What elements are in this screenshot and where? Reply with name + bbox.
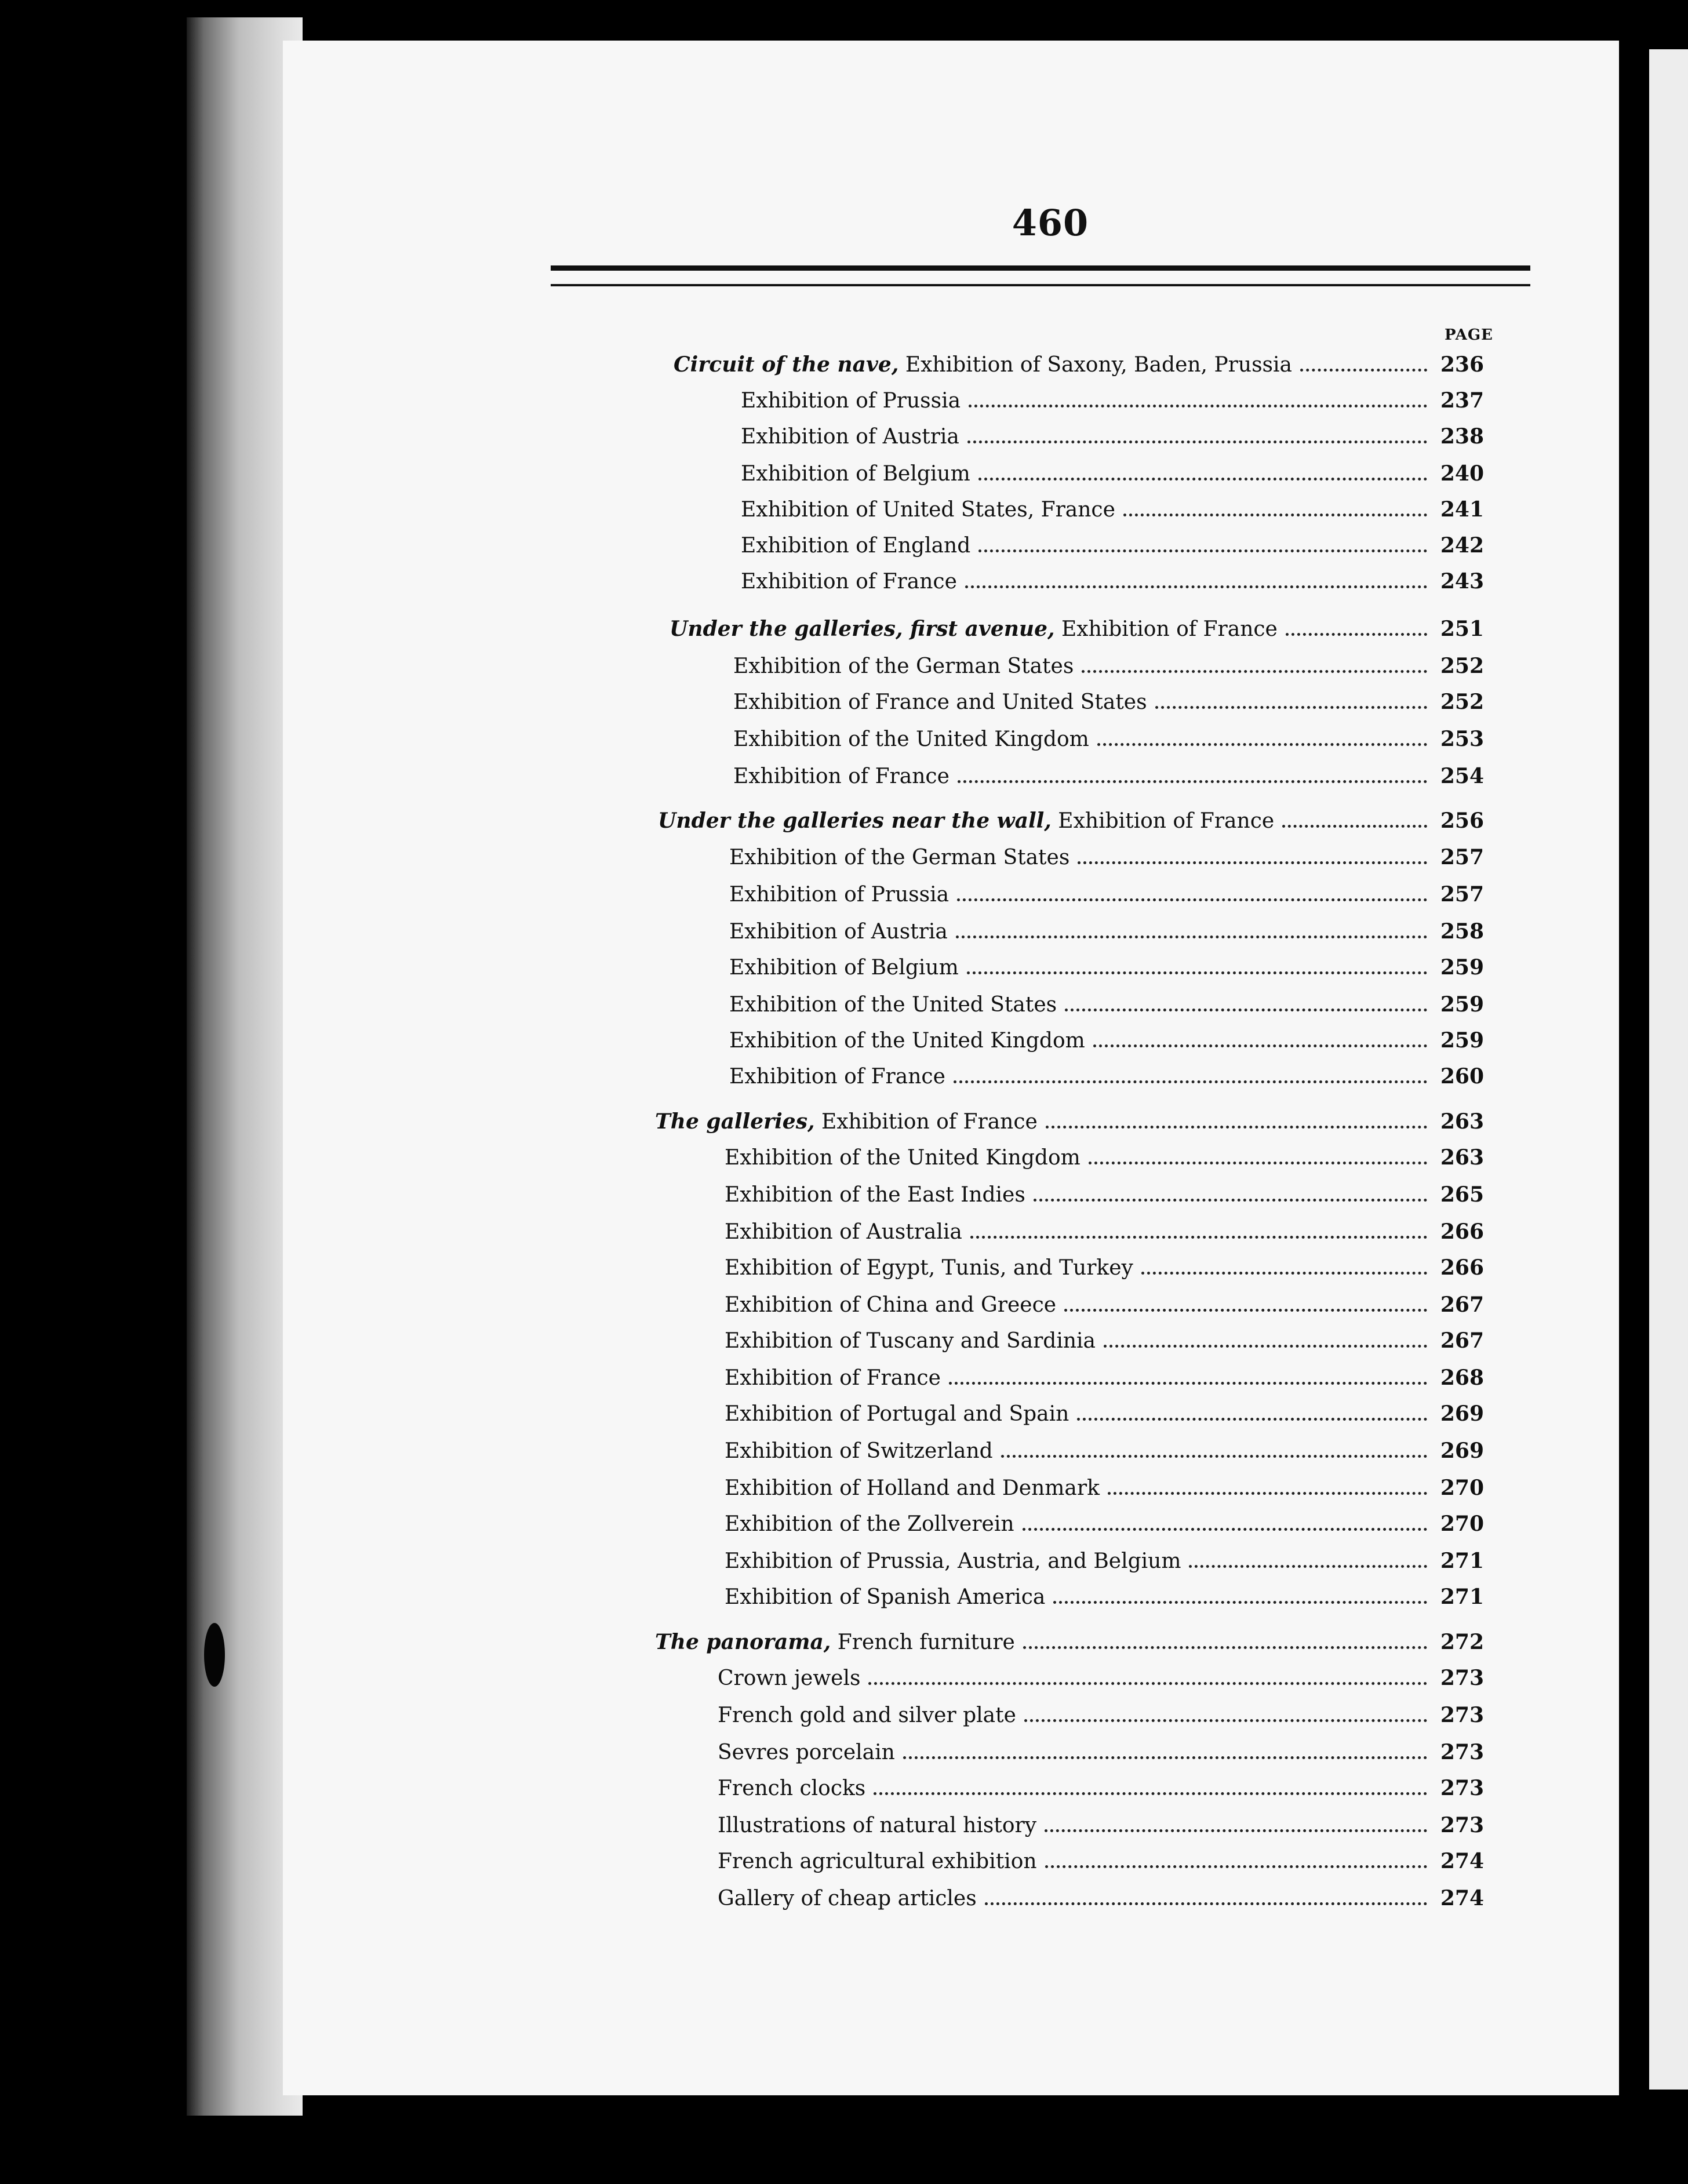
toc-entry-text: Exhibition of Holland and Denmark <box>725 1476 1100 1500</box>
toc-entry <box>725 1214 1484 1250</box>
toc-entry-label <box>725 1323 1096 1359</box>
toc-entry-label <box>718 1881 977 1917</box>
toc-entry-label <box>725 1250 1133 1286</box>
dot-leader <box>969 405 1427 407</box>
dot-leader <box>967 971 1427 974</box>
toc-entry-page: 257 <box>1440 845 1484 869</box>
dot-leader <box>1023 1528 1427 1531</box>
toc-entry-page: 251 <box>1440 617 1484 641</box>
toc-entry <box>729 987 1484 1022</box>
dot-leader <box>1023 1646 1427 1649</box>
toc-entry-text: Exhibition of Belgium <box>741 462 970 486</box>
toc-entry-text: Exhibition of Switzerland <box>725 1439 993 1463</box>
toc-entry-page: 241 <box>1440 497 1484 522</box>
toc-entry-text: Exhibition of Australia <box>725 1220 962 1244</box>
toc-entry-label <box>729 950 959 986</box>
dot-leader <box>1089 1162 1427 1164</box>
toc-entry-page: 256 <box>1440 809 1484 833</box>
toc-entry-label <box>741 383 961 419</box>
toc-entry-page: 259 <box>1440 1028 1484 1053</box>
toc-entry-text: Exhibition of France <box>1061 617 1278 641</box>
toc-entry-label <box>725 1177 1025 1213</box>
toc-entry-text: Exhibition of the United States <box>729 993 1057 1017</box>
toc-entry-text: Exhibition of China and Greece <box>725 1293 1057 1317</box>
dot-leader <box>1108 1492 1427 1495</box>
page-number: 460 <box>1012 202 1089 244</box>
toc-entry-text: Exhibition of Saxony, Baden, Prussia <box>905 353 1292 377</box>
toc-entry-page: 269 <box>1440 1439 1484 1463</box>
toc-entry <box>718 1843 1484 1879</box>
toc-entry-page: 259 <box>1440 955 1484 980</box>
toc-entry-text: Exhibition of Prussia <box>729 883 950 907</box>
toc-entry <box>655 1104 1484 1140</box>
toc-entry <box>725 1250 1484 1286</box>
toc-entry-page: 259 <box>1440 992 1484 1017</box>
toc-entry <box>741 492 1484 527</box>
dot-leader <box>978 478 1427 481</box>
toc-entry-page: 260 <box>1440 1064 1484 1089</box>
toc-entry <box>733 758 1484 794</box>
toc-entry-page: 236 <box>1440 352 1484 377</box>
toc-entry-text: Exhibition of the Zollverein <box>725 1512 1014 1536</box>
toc-entry-label <box>718 1698 1016 1734</box>
dot-leader <box>1300 369 1427 372</box>
toc-entry-label <box>733 722 1089 758</box>
toc-entry-page: 265 <box>1440 1182 1484 1207</box>
toc-entry-text: Exhibition of United States, France <box>741 498 1115 522</box>
toc-entry-label <box>729 987 1057 1023</box>
dot-leader <box>903 1756 1427 1759</box>
toc-entry <box>725 1470 1484 1506</box>
toc-section-heading: Under the galleries, first avenue, <box>670 617 1055 641</box>
toc-entry-text: French agricultural exhibition <box>718 1850 1037 1873</box>
toc-entry-page: 271 <box>1440 1549 1484 1573</box>
toc-entry <box>741 527 1484 563</box>
toc-entry-page: 274 <box>1440 1849 1484 1873</box>
toc-entry-text: Exhibition of France <box>741 570 957 594</box>
toc-entry-label <box>733 649 1074 685</box>
toc-entry <box>729 1058 1484 1094</box>
dot-leader <box>868 1682 1427 1685</box>
toc-entry-label <box>741 564 957 600</box>
toc-entry <box>718 1734 1484 1770</box>
toc-entry-page: 273 <box>1440 1813 1484 1837</box>
toc-entry-label <box>725 1214 962 1250</box>
toc-entry-text: Exhibition of England <box>741 534 971 558</box>
toc-entry-text: Exhibition of Belgium <box>729 956 959 980</box>
toc-entry-page: 270 <box>1440 1512 1484 1536</box>
toc-entry-page: 252 <box>1440 654 1484 678</box>
dot-leader <box>978 549 1427 552</box>
toc-entry-text: Exhibition of Tuscany and Sardinia <box>725 1329 1096 1353</box>
toc-entry-label <box>725 1396 1069 1432</box>
toc-entry <box>725 1396 1484 1432</box>
toc-entry-label <box>733 759 950 795</box>
toc-entry-label <box>729 1059 945 1095</box>
dot-leader <box>1078 861 1427 864</box>
toc-entry-text: Exhibition of France <box>821 1110 1038 1134</box>
toc-entry-label <box>741 492 1115 528</box>
toc-entry-text: Exhibition of Portugal and Spain <box>725 1402 1069 1426</box>
dot-leader <box>954 1080 1427 1083</box>
toc-entry-label <box>718 1661 860 1697</box>
toc-entry <box>725 1433 1484 1469</box>
toc-entry-page: 273 <box>1440 1666 1484 1690</box>
toc-entry-page: 267 <box>1440 1293 1484 1317</box>
dot-leader <box>1053 1601 1427 1604</box>
toc-entry-page: 258 <box>1440 919 1484 944</box>
toc-entry-text: Exhibition of the United Kingdom <box>733 727 1089 751</box>
toc-entry-text: French clocks <box>718 1777 866 1800</box>
toc-entry-text: Exhibition of Austria <box>729 920 948 944</box>
toc-entry-text: Exhibition of the East Indies <box>725 1183 1025 1207</box>
toc-entry-text: Exhibition of France <box>729 1065 945 1089</box>
toc-entry <box>741 456 1484 492</box>
toc-entry-label <box>741 419 959 455</box>
dot-leader <box>967 441 1427 443</box>
dot-leader <box>1034 1199 1427 1202</box>
toc-entry-page: 252 <box>1440 690 1484 714</box>
toc-entry-label <box>725 1579 1045 1615</box>
toc-entry-label <box>741 528 970 564</box>
dot-leader <box>985 1902 1427 1905</box>
toc-entry <box>725 1579 1484 1615</box>
toc-entry-text: French furniture <box>837 1630 1015 1654</box>
toc-entry-text: Exhibition of France <box>733 765 950 788</box>
toc-entry-page: 267 <box>1440 1328 1484 1353</box>
toc-entry <box>741 383 1484 418</box>
toc-entry-page: 269 <box>1440 1402 1484 1426</box>
toc-entry-label <box>674 347 1292 383</box>
toc-entry-label <box>725 1470 1100 1506</box>
toc-entry <box>733 648 1484 684</box>
toc-entry-text: Exhibition of France <box>1058 809 1275 833</box>
toc-section-heading: The galleries, <box>655 1109 815 1134</box>
toc-entry-text: French gold and silver plate <box>718 1703 1016 1727</box>
toc-entry <box>733 721 1484 757</box>
dot-leader <box>1064 1309 1427 1312</box>
dot-leader <box>1046 1126 1427 1129</box>
dot-leader <box>1141 1272 1427 1275</box>
toc-entry-text: Exhibition of Austria <box>741 425 959 449</box>
toc-entry-label <box>729 914 948 950</box>
toc-entry <box>658 803 1484 839</box>
toc-entry-label <box>725 1360 941 1396</box>
toc-entry-page: 243 <box>1440 569 1484 594</box>
toc-entry <box>725 1140 1484 1175</box>
toc-entry-page: 263 <box>1440 1145 1484 1170</box>
toc-entry-text: Exhibition of Prussia, Austria, and Belgium <box>725 1549 1181 1573</box>
dot-leader <box>1282 825 1427 828</box>
toc-entry <box>725 1506 1484 1542</box>
dot-leader <box>956 936 1427 938</box>
toc-entry-text: Crown jewels <box>718 1666 861 1690</box>
toc-entry <box>733 684 1484 720</box>
toc-entry-page: 273 <box>1440 1740 1484 1764</box>
dot-leader <box>957 898 1427 901</box>
toc-entry-label <box>718 1808 1036 1844</box>
toc-section-heading: Under the galleries near the wall, <box>658 809 1052 833</box>
toc-entry <box>674 347 1484 383</box>
toc-entry-text: Exhibition of the United Kingdom <box>725 1146 1081 1170</box>
toc-entry-page: 237 <box>1440 388 1484 413</box>
toc-entry-text: Exhibition of France and United States <box>733 690 1147 714</box>
toc-entry <box>725 1323 1484 1359</box>
toc-entry-page: 272 <box>1440 1630 1484 1654</box>
toc-entry <box>729 839 1484 875</box>
toc-entry-page: 242 <box>1440 533 1484 558</box>
toc-entry-page: 253 <box>1440 727 1484 751</box>
toc-entry-label <box>718 1771 865 1807</box>
dot-leader <box>1045 1865 1427 1868</box>
toc-entry <box>718 1697 1484 1733</box>
toc-entry-label <box>729 877 949 913</box>
dot-leader <box>1286 633 1427 636</box>
toc-entry-label <box>729 1023 1085 1059</box>
dot-leader <box>949 1382 1427 1385</box>
toc-entry <box>655 1624 1484 1660</box>
toc-entry <box>729 949 1484 985</box>
toc-entry <box>729 913 1484 949</box>
dot-leader <box>874 1792 1427 1795</box>
toc-entry-label <box>733 685 1147 720</box>
toc-entry-label <box>741 456 970 492</box>
toc-entry-page: 273 <box>1440 1776 1484 1800</box>
toc-entry-label <box>725 1506 1014 1542</box>
toc-entry-page: 271 <box>1440 1585 1484 1609</box>
toc-entry-label <box>718 1735 895 1771</box>
dot-leader <box>1065 1009 1427 1011</box>
toc-entry-text: Exhibition of the German States <box>729 846 1070 869</box>
toc-entry-text: Gallery of cheap articles <box>718 1887 977 1910</box>
toc-entry-page: 268 <box>1440 1366 1484 1390</box>
dot-leader <box>1077 1418 1427 1421</box>
toc-entry-page: 263 <box>1440 1109 1484 1134</box>
toc-entry-page: 266 <box>1440 1220 1484 1244</box>
dot-leader <box>1082 670 1427 673</box>
dot-leader <box>970 1236 1427 1239</box>
toc-entry-page: 240 <box>1440 461 1484 486</box>
toc-entry-text: Exhibition of Egypt, Tunis, and Turkey <box>725 1256 1133 1280</box>
toc-entry-label <box>725 1544 1181 1579</box>
dot-leader <box>1123 514 1427 516</box>
dot-leader <box>958 780 1427 783</box>
toc-entry-label <box>655 1104 1038 1140</box>
toc-entry-page: 238 <box>1440 424 1484 449</box>
toc-entry-text: Exhibition of the United Kingdom <box>729 1029 1085 1053</box>
toc-entry <box>718 1807 1484 1843</box>
toc-entry-page: 273 <box>1440 1703 1484 1727</box>
toc-entry-label <box>725 1287 1056 1323</box>
toc-entry <box>725 1177 1484 1213</box>
toc-entry-label <box>729 840 1069 876</box>
toc-entry-text: Sevres porcelain <box>718 1741 895 1764</box>
toc-section-heading: Circuit of the nave, <box>674 352 899 377</box>
toc-entry-text: Exhibition of the German States <box>733 654 1074 678</box>
toc-entry-page: 270 <box>1440 1476 1484 1500</box>
toc-entry-page: 254 <box>1440 764 1484 788</box>
dot-leader <box>1189 1565 1427 1568</box>
toc-entry <box>741 418 1484 454</box>
dot-leader <box>1045 1829 1427 1832</box>
dot-leader <box>1024 1719 1427 1722</box>
toc-entry-label <box>655 1624 1015 1661</box>
toc-entry-text: Illustrations of natural history <box>718 1814 1037 1837</box>
toc-entry-label <box>718 1844 1037 1880</box>
toc-section-heading: The panorama, <box>655 1630 831 1654</box>
toc-entry-label <box>658 803 1274 839</box>
toc-entry <box>670 611 1484 647</box>
toc-entry-label <box>725 1140 1081 1176</box>
toc-entry <box>718 1770 1484 1806</box>
toc-entry-text: Exhibition of Spanish America <box>725 1585 1046 1609</box>
dot-leader <box>1155 706 1427 709</box>
toc-entry <box>729 876 1484 912</box>
toc-entry-page: 266 <box>1440 1255 1484 1280</box>
toc-entry <box>718 1880 1484 1916</box>
dot-leader <box>1104 1345 1427 1348</box>
toc-entry-page: 257 <box>1440 882 1484 907</box>
toc-entry <box>729 1022 1484 1058</box>
dot-leader <box>965 585 1427 588</box>
toc-entry <box>741 563 1484 599</box>
toc-entry-label <box>725 1433 993 1469</box>
toc-entry-page: 274 <box>1440 1886 1484 1910</box>
dot-leader <box>1097 743 1427 746</box>
dot-leader <box>1093 1044 1427 1047</box>
toc-entry-text: Exhibition of Prussia <box>741 389 961 413</box>
toc-entry-text: Exhibition of France <box>725 1366 941 1390</box>
toc-entry <box>725 1360 1484 1396</box>
toc-entry <box>725 1543 1484 1579</box>
toc-entry-label <box>670 611 1278 647</box>
toc-entry <box>725 1287 1484 1323</box>
page-column-label: PAGE <box>1445 326 1493 344</box>
dot-leader <box>1001 1455 1427 1458</box>
toc-entry <box>718 1660 1484 1696</box>
